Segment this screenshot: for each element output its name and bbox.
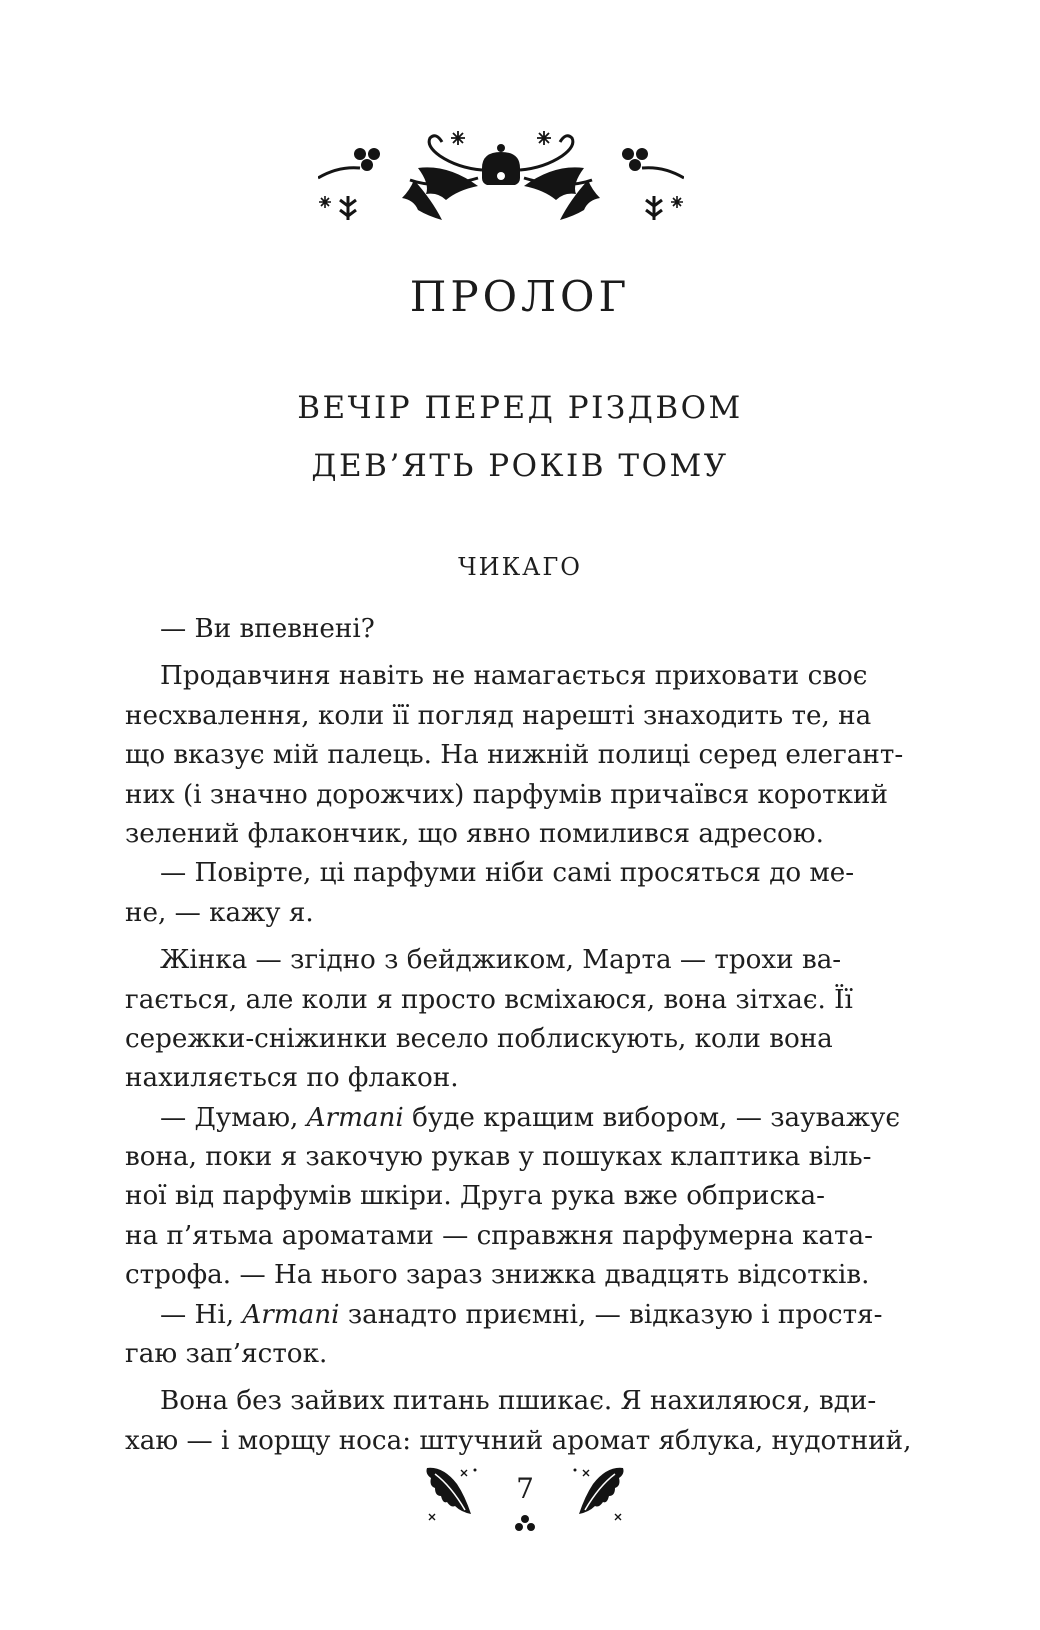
body-line: строфа. — На нього зараз знижка двадцять відсотків.	[125, 1260, 870, 1291]
body-line: на п’ятьма ароматами — справжня парфумерна ката-	[125, 1220, 873, 1251]
body-text	[125, 610, 912, 1461]
body-line: гаю зап’ясток.	[125, 1339, 328, 1370]
body-line-text: занадто приємні, — відказую і простя-	[339, 1299, 883, 1330]
body-line: Продавчиня навіть не намагається приховати своє	[160, 661, 868, 692]
page-footer	[425, 1462, 625, 1532]
body-line: сережки-сніжинки весело поблискують, коли вона	[125, 1023, 833, 1054]
body-line: вона, поки я закочую рукав у пошуках клаптика віль-	[125, 1142, 872, 1173]
chapter-title: ПРОЛОГ	[409, 272, 631, 321]
body-line: — Повірте, ці парфуми ніби самі просяться до ме-	[160, 858, 855, 889]
berries-icon	[505, 1514, 545, 1532]
body-line: зелений флакончик, що явно помилився адресою.	[125, 818, 824, 849]
body-line	[125, 1099, 901, 1138]
chapter-subtitle-line-1: ВЕЧІР ПЕРЕД РІЗДВОМ	[297, 390, 743, 426]
body-line: хаю — і морщу носа: штучний аромат яблука, нудотний,	[125, 1425, 912, 1456]
body-line: Вона без зайвих питань пшикає. Я нахиляюся, вди-	[160, 1386, 877, 1417]
body-line: ної від парфумів шкіри. Друга рука вже обприска-	[125, 1181, 825, 1212]
body-line: нахиляється по флакон.	[125, 1063, 459, 1094]
page-number: 7	[516, 1472, 534, 1505]
body-line-text: — Ні,	[160, 1299, 243, 1330]
location-heading: ЧИКАГО	[458, 553, 582, 581]
body-line: Жінка — згідно з бейджиком, Марта — трохи ва-	[160, 945, 842, 976]
brand-name: Armani	[242, 1299, 340, 1330]
body-line: що вказує мій палець. На нижній полиці серед елегант-	[125, 740, 904, 771]
body-line: — Ви впевнені?	[160, 614, 375, 644]
body-line	[125, 1296, 883, 1335]
body-line: них (і значно дорожчих) парфумів причаївся короткий	[125, 779, 888, 810]
holly-bell-ornament-icon	[318, 128, 684, 228]
body-line-text: буде кращим вибором, — зауважує	[403, 1102, 901, 1133]
chapter-subtitle-line-2: ДЕВ’ЯТЬ РОКІВ ТОМУ	[311, 448, 729, 484]
body-line: не, — кажу я.	[125, 897, 314, 928]
body-line-text: — Думаю,	[160, 1102, 307, 1133]
holly-leaf-icon	[555, 1462, 625, 1528]
body-line: гається, але коли я просто всміхаюся, вона зітхає. Її	[125, 984, 853, 1015]
brand-name: Armani	[306, 1102, 404, 1133]
body-line: несхвалення, коли її погляд нарешті знаходить те, на	[125, 700, 872, 731]
